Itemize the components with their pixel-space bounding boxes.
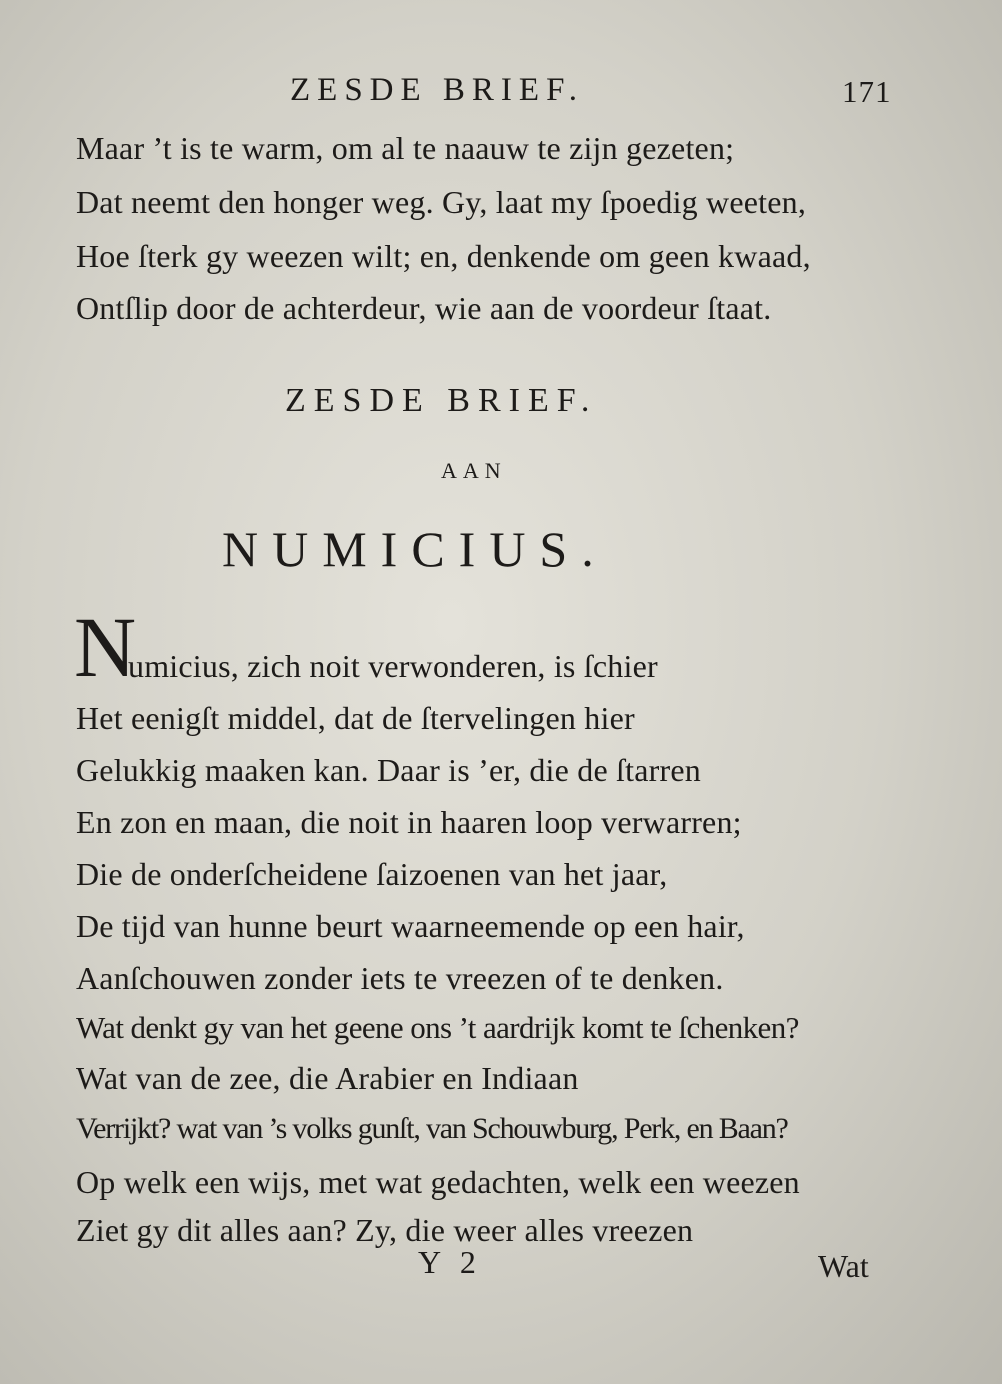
letter-addressee: NUMICIUS. [222, 521, 608, 577]
running-head: ZESDE BRIEF. [290, 72, 585, 108]
poem-line: Op welk een wijs, met wat gedachten, welk een weezen [76, 1164, 800, 1200]
poem-line: Ziet gy dit alles aan? Zy, die weer alles vreezen [76, 1212, 694, 1248]
page-number: 171 [842, 74, 892, 109]
poem-line: Die de onderſcheidene ſaizoenen van het jaar, [76, 856, 668, 892]
previous-poem-line: Hoe ſterk gy weezen wilt; en, denkende om geen kwaad, [76, 238, 811, 274]
poem-line: Gelukkig maaken kan. Daar is ’er, die de ſtarren [76, 752, 701, 788]
poem-line: Aanſchouwen zonder iets te vreezen of te denken. [76, 960, 724, 996]
poem-line: Verrijkt? wat van ’s volks gunſt, van Schouwburg, Perk, en Baan? [76, 1112, 788, 1145]
letter-title: ZESDE BRIEF. [285, 382, 598, 419]
poem-line: Wat denkt gy van het geene ons ’t aardrijk komt te ſchenken? [76, 1010, 799, 1045]
poem-line: Wat van de zee, die Arabier en Indiaan [76, 1060, 579, 1096]
previous-poem-line: Ontſlip door de achterdeur, wie aan de voordeur ſtaat. [76, 290, 772, 326]
previous-poem-line: Dat neemt den honger weg. Gy, laat my ſpoedig weeten, [76, 184, 807, 220]
catchword: Wat [818, 1248, 869, 1284]
poem-first-line: umicius, zich noit verwonderen, is ſchier [128, 648, 658, 684]
signature-mark: Y 2 [418, 1244, 482, 1280]
poem-line: De tijd van hunne beurt waarneemende op een hair, [76, 908, 745, 944]
previous-poem-line: Maar ’t is te warm, om al te naauw te zijn gezeten; [76, 130, 735, 166]
drop-cap: N [74, 599, 137, 695]
letter-to: AAN [441, 458, 507, 483]
poem-line: En zon en maan, die noit in haaren loop verwarren; [76, 804, 742, 840]
poem-line: Het eenigſt middel, dat de ſtervelingen hier [76, 700, 635, 736]
